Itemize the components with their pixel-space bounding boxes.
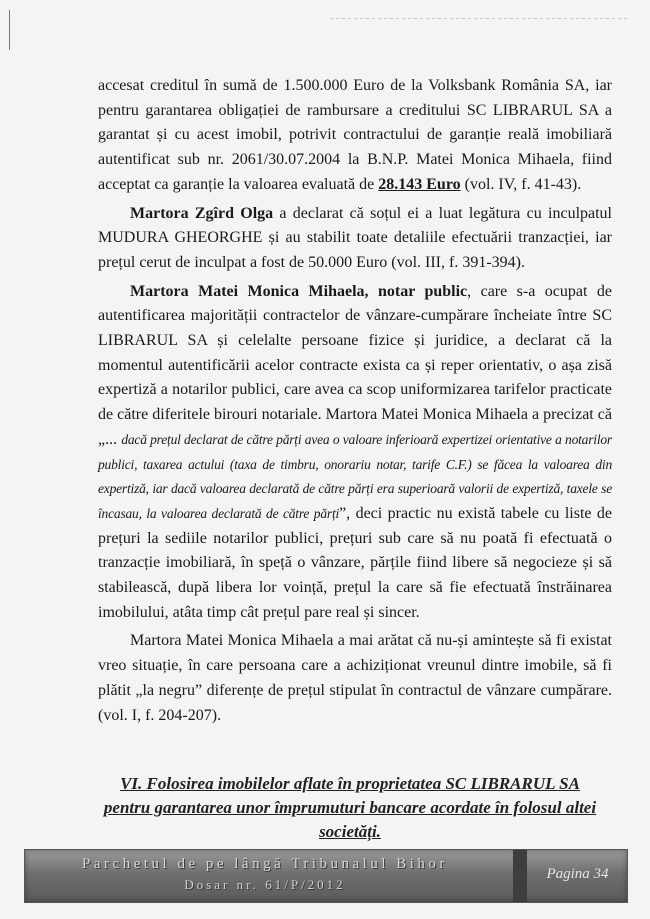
paragraph-2-text: a declarat că soțul ei a luat legătura cu inculpatul MUDURA GHEORGHE și au stabilit toate detaliile efectuării tranzacției, iar prețul cerut de inculpat a fost de 50.000 Euro (vol. III, f. 391-394). — [98, 204, 613, 271]
paragraph-1 — [98, 74, 612, 198]
paragraph-3-end: ”, deci practic nu există tabele cu liste de prețuri la sediile notarilor publici, prețuri sub care să nu poată fi efectuată o tranzacție imobiliară, în speță o vânzare, părțile fiind libere să negocieze și să stabilească, după libera lor voință, prețul la care să fie efectuată înstrăinarea imobilului, atâta timp cât prețul pare real și sincer. — [98, 504, 613, 621]
witness-name: Martora Matei Monica Mihaela, notar public — [130, 282, 468, 300]
paragraph-3-text: , care s-a ocupat de autentificarea majorității contractelor de vânzare-cumpărare încheiate între SC LIBRARUL SA și celelalte persoane fizice și juridice, a declarat că la momentul autentificării acelor contracte exista ca și reper orientativ, o așa zisă expertiză a notarilor publici, care avea ca scop uniformizarea tarifelor practicate de către diferitele birouri notariale. Martora Matei Monica Mihaela a precizat că „... — [98, 282, 612, 448]
footer-separator — [513, 850, 527, 902]
scan-edge-mark — [9, 10, 10, 50]
section-heading: VI. Folosirea imobilelor aflate în proprietatea SC LIBRARUL SA pentru garantarea unor împrumuturi bancare acordate în folosul altei societăți. — [103, 774, 597, 841]
paragraph-2 — [98, 202, 612, 276]
footer-banner — [24, 849, 628, 903]
scan-bleed-mark — [330, 18, 630, 19]
paragraph-4-text: Martora Matei Monica Mihaela a mai arătat că nu-și amintește să fi existat vreo situație, în care persoana care a achiziționat vreunul dintre imobile, să fi plătit „la negru” diferențe de prețul stipulat în contractul de vânzare cumpărare. (vol. I, f. 204-207). — [98, 632, 612, 724]
quoted-statement: dacă prețul declarat de către părți avea o valoare inferioară expertizei orientative a notarilor publici, taxarea actului (taxa de timbru, onorariu notar, tarife C.F.) se făcea la valoarea din expertiză, iar dacă valoarea declarată de către părți era superioară valorii de expertiză, taxele se încasau, la valoarea declarată de către părți — [98, 431, 612, 521]
footer-title: Parchetul de pe lângă Tribunalul Bihor — [82, 856, 448, 872]
paragraph-3 — [98, 280, 612, 626]
paragraph-1-text: accesat creditul în sumă de 1.500.000 Euro de la Volksbank România SA, iar pentru garantarea obligației de rambursare a creditului SC LIBRARUL SA a garantat și cu acest imobil, potrivit contractului de garanție reală imobiliară autentificat sub nr. 2061/30.07.2004 la B.N.P. Matei Monica Mihaela, fiind acceptat ca garanție la valoarea evaluată de — [98, 77, 612, 193]
evaluated-amount: 28.143 Euro — [378, 175, 461, 193]
paragraph-1-end: (vol. IV, f. 41-43). — [460, 175, 582, 193]
footer-case-number: Dosar nr. 61/P/2012 — [184, 877, 346, 892]
body-text — [98, 74, 612, 728]
paragraph-4 — [98, 629, 612, 728]
witness-name: Martora Zgîrd Olga — [130, 204, 274, 222]
page-number: Pagina 34 — [546, 866, 609, 882]
